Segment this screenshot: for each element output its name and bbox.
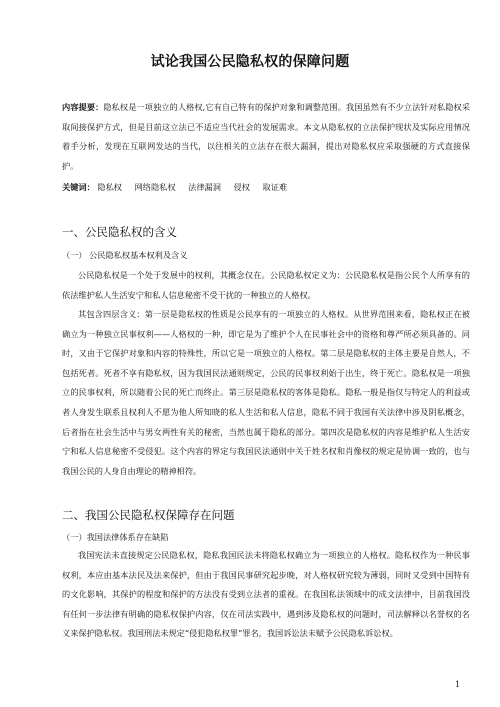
section-heading-1: 一、公民隐私权的含义 bbox=[62, 225, 177, 239]
section1-paragraph-2: 其包含四层含义：第一层是隐私权的性质是公民享有的一项独立的人格权。从世界范围来看，隐私权正在被确立为一种独立民事权利——人格权的一种，即它是为了维护个人在民事社会中的资格和尊严所必须具备的。同时，又由于它保护对象和内容的特殊性，所以它是一项独立的人格权。第二层是隐私权的主体主要是自然人，不包括死者。死者不享有隐私权，因为我国民法通则规定，公民的民事权利始于出生，终于死亡。隐私权是一项独立的民事权利，所以随着公民的死亡而终止。第三层是隐私权的客体是隐私。隐私一般是指仅与特定人的利益或者人身发生联系且权利人不愿为他人所知晓的私人生活和私人信息，隐私不同于我国有关法律中涉及阴私概念，后者指在社会生活中与男女两性有关的秘密，当然也属于隐私的部分。第四次是隐私权的内容是维护私人生活安宁和私人信息秘密不受侵犯。这个内容的界定与我国民法通则中关于姓名权和肖像权的规定是协调一致的，也与我国公民的人身自由理论的精神相符。 bbox=[62, 309, 470, 476]
abstract bbox=[62, 98, 470, 176]
keyword: 隐私权 bbox=[97, 182, 122, 192]
subsection-heading-1: （一） 公民隐私权基本权利及含义 bbox=[62, 250, 188, 260]
keywords-label: 关键词： bbox=[62, 182, 95, 192]
document-title: 试论我国公民隐私权的保障问题 bbox=[150, 54, 350, 70]
section2-paragraph-1: 我国宪法未直接规定公民隐私权，隐私我国民法未将隐私权确立为一项独立的人格权。隐私权作为一种民事权利，本应由基本法民及法来保护，但由于我国民事研究起步晚，对人格权研究较为薄弱，同时又受到中国特有的文化影响，其保护的程度和保护的方法没有受到立法者的重视。在我国私法领域中的成文法律中，目前我国没有任何一步法律有明确的隐私权保护内容，仅在司法实践中，遇到涉及隐私权的问题时，司法解释以名誉权的名义来保护隐私权。我国刑法未规定“侵犯隐私权罪”罪名，我国诉讼法未赋予公民隐私诉讼权。 bbox=[62, 550, 470, 639]
keyword: 取证难 bbox=[262, 182, 288, 192]
page-number: 1 bbox=[455, 680, 461, 689]
keyword: 侵权 bbox=[233, 182, 250, 192]
section-heading-2: 二、我国公民隐私权保障存在问题 bbox=[62, 508, 235, 522]
keywords-line bbox=[62, 182, 297, 193]
subsection-heading-2: （一）我国法律体系存在缺陷 bbox=[62, 532, 169, 542]
keyword: 网络隐私权 bbox=[134, 182, 176, 192]
abstract-label: 内容提要： bbox=[62, 102, 104, 112]
abstract-text: 隐私权是一项独立的人格权,它有自己特有的保护对象和调整范围。我国虽然有不少立法针对私隐权采取间接保护方式，但是目前这立法已不适应当代社会的发展需求。本文从隐私权的立法保护现状及实际应用情况着手分析，发现在互联网发达的当代，以往相关的立法存在很大漏洞，提出对隐私权应采取强硬的方式直接保护。 bbox=[62, 102, 470, 171]
keyword: 法律漏洞 bbox=[188, 182, 221, 192]
section1-paragraph-1: 公民隐私权是一个处于发展中的权利，其概念仅在。公民隐私权定义为：公民隐私权是指公民个人所享有的依法维护私人生活安宁和私人信息秘密不受干扰的一种独立的人格权。 bbox=[62, 270, 470, 300]
